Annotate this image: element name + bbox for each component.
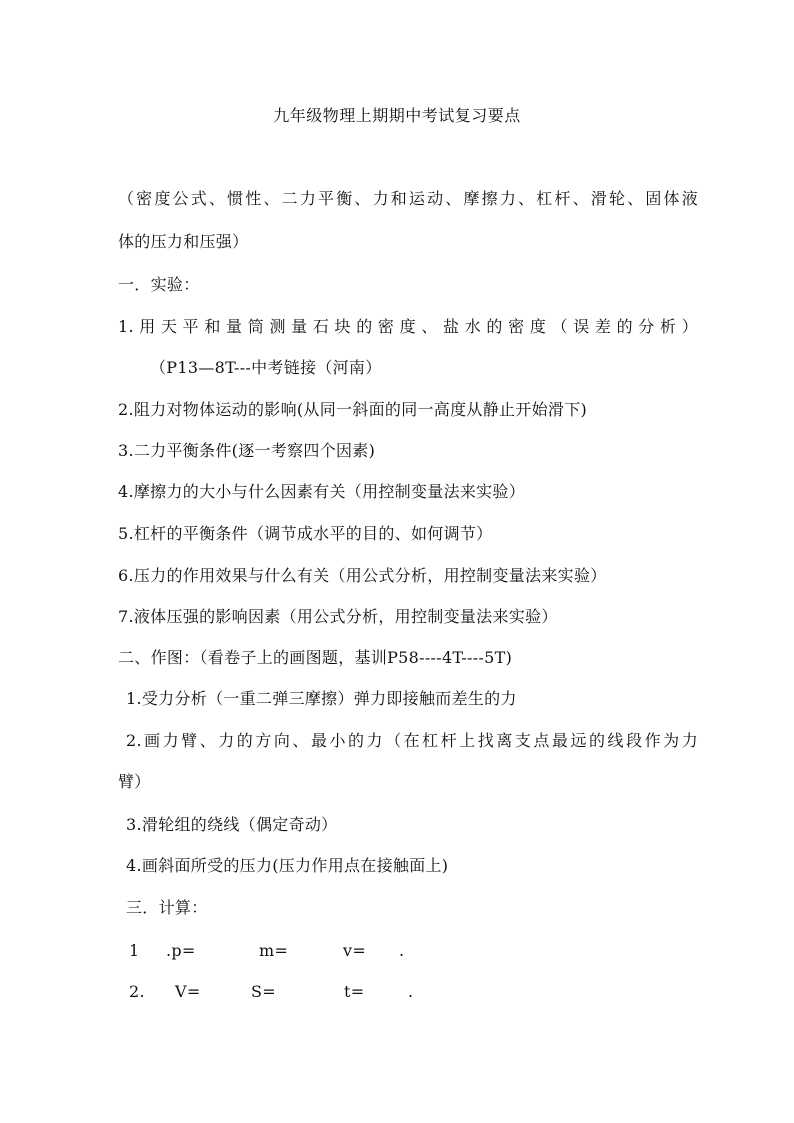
calc-row-2 [0,981,794,1003]
drawing-item-3: 3.滑轮组的绕线（偶定奇动） [126,815,338,834]
experiment-item-6: 6.压力的作用效果与什么有关（用公式分析，用控制变量法来实验） [118,566,607,585]
calc-row-2-number: 2. [129,982,145,1001]
calc-row-1-number: 1 [129,941,140,960]
experiment-item-5: 5.杠杆的平衡条件（调节成水平的目的、如何调节） [118,524,493,543]
section-2-heading: 二、作图：（看卷子上的画图题，基训P58----4T----5T) [118,648,513,667]
experiment-item-7: 7.液体压强的影响因素（用公式分析，用控制变量法来实验） [118,607,558,626]
calc-row-1-mass: m= [259,941,289,960]
calc-row-2-time: t= [344,982,365,1001]
calc-row-1-density: .p= [166,941,196,960]
drawing-item-2-cont: 臂） [118,772,151,791]
drawing-item-2: 2.画力臂、力的方向、最小的力（在杠杆上找离支点最远的线段作为力 [126,731,698,750]
section-1-heading: 一．实验： [118,275,200,294]
experiment-item-1: 1.用天平和量筒测量石块的密度、盐水的密度（误差的分析） [118,317,698,336]
intro-line-2: 体的压力和压强） [118,232,249,251]
experiment-item-2: 2.阻力对物体运动的影响(从同一斜面的同一高度从静止开始滑下) [118,400,588,419]
calc-row-1-volume: v= [343,941,367,960]
drawing-item-1: 1.受力分析（一重二弹三摩擦）弹力即接触而差生的力 [126,689,517,708]
calc-row-1-end: . [399,941,405,960]
calc-row-1 [0,940,794,962]
experiment-item-1-cont: （P13—8T---中考链接（河南） [150,358,382,377]
experiment-item-3: 3.二力平衡条件(逐一考察四个因素) [118,441,376,460]
experiment-item-4: 4.摩擦力的大小与什么因素有关（用控制变量法来实验） [118,482,526,501]
page-title: 九年级物理上期期中考试复习要点 [273,106,521,125]
section-3-heading: 三．计算： [126,898,208,917]
calc-row-2-end: . [408,982,414,1001]
calc-row-2-speed: V= [175,982,201,1001]
calc-row-2-distance: S= [251,982,276,1001]
intro-line-1: （密度公式、惯性、二力平衡、力和运动、摩擦力、杠杆、滑轮、固体液 [118,189,698,208]
drawing-item-4: 4.画斜面所受的压力(压力作用点在接触面上) [126,856,449,875]
